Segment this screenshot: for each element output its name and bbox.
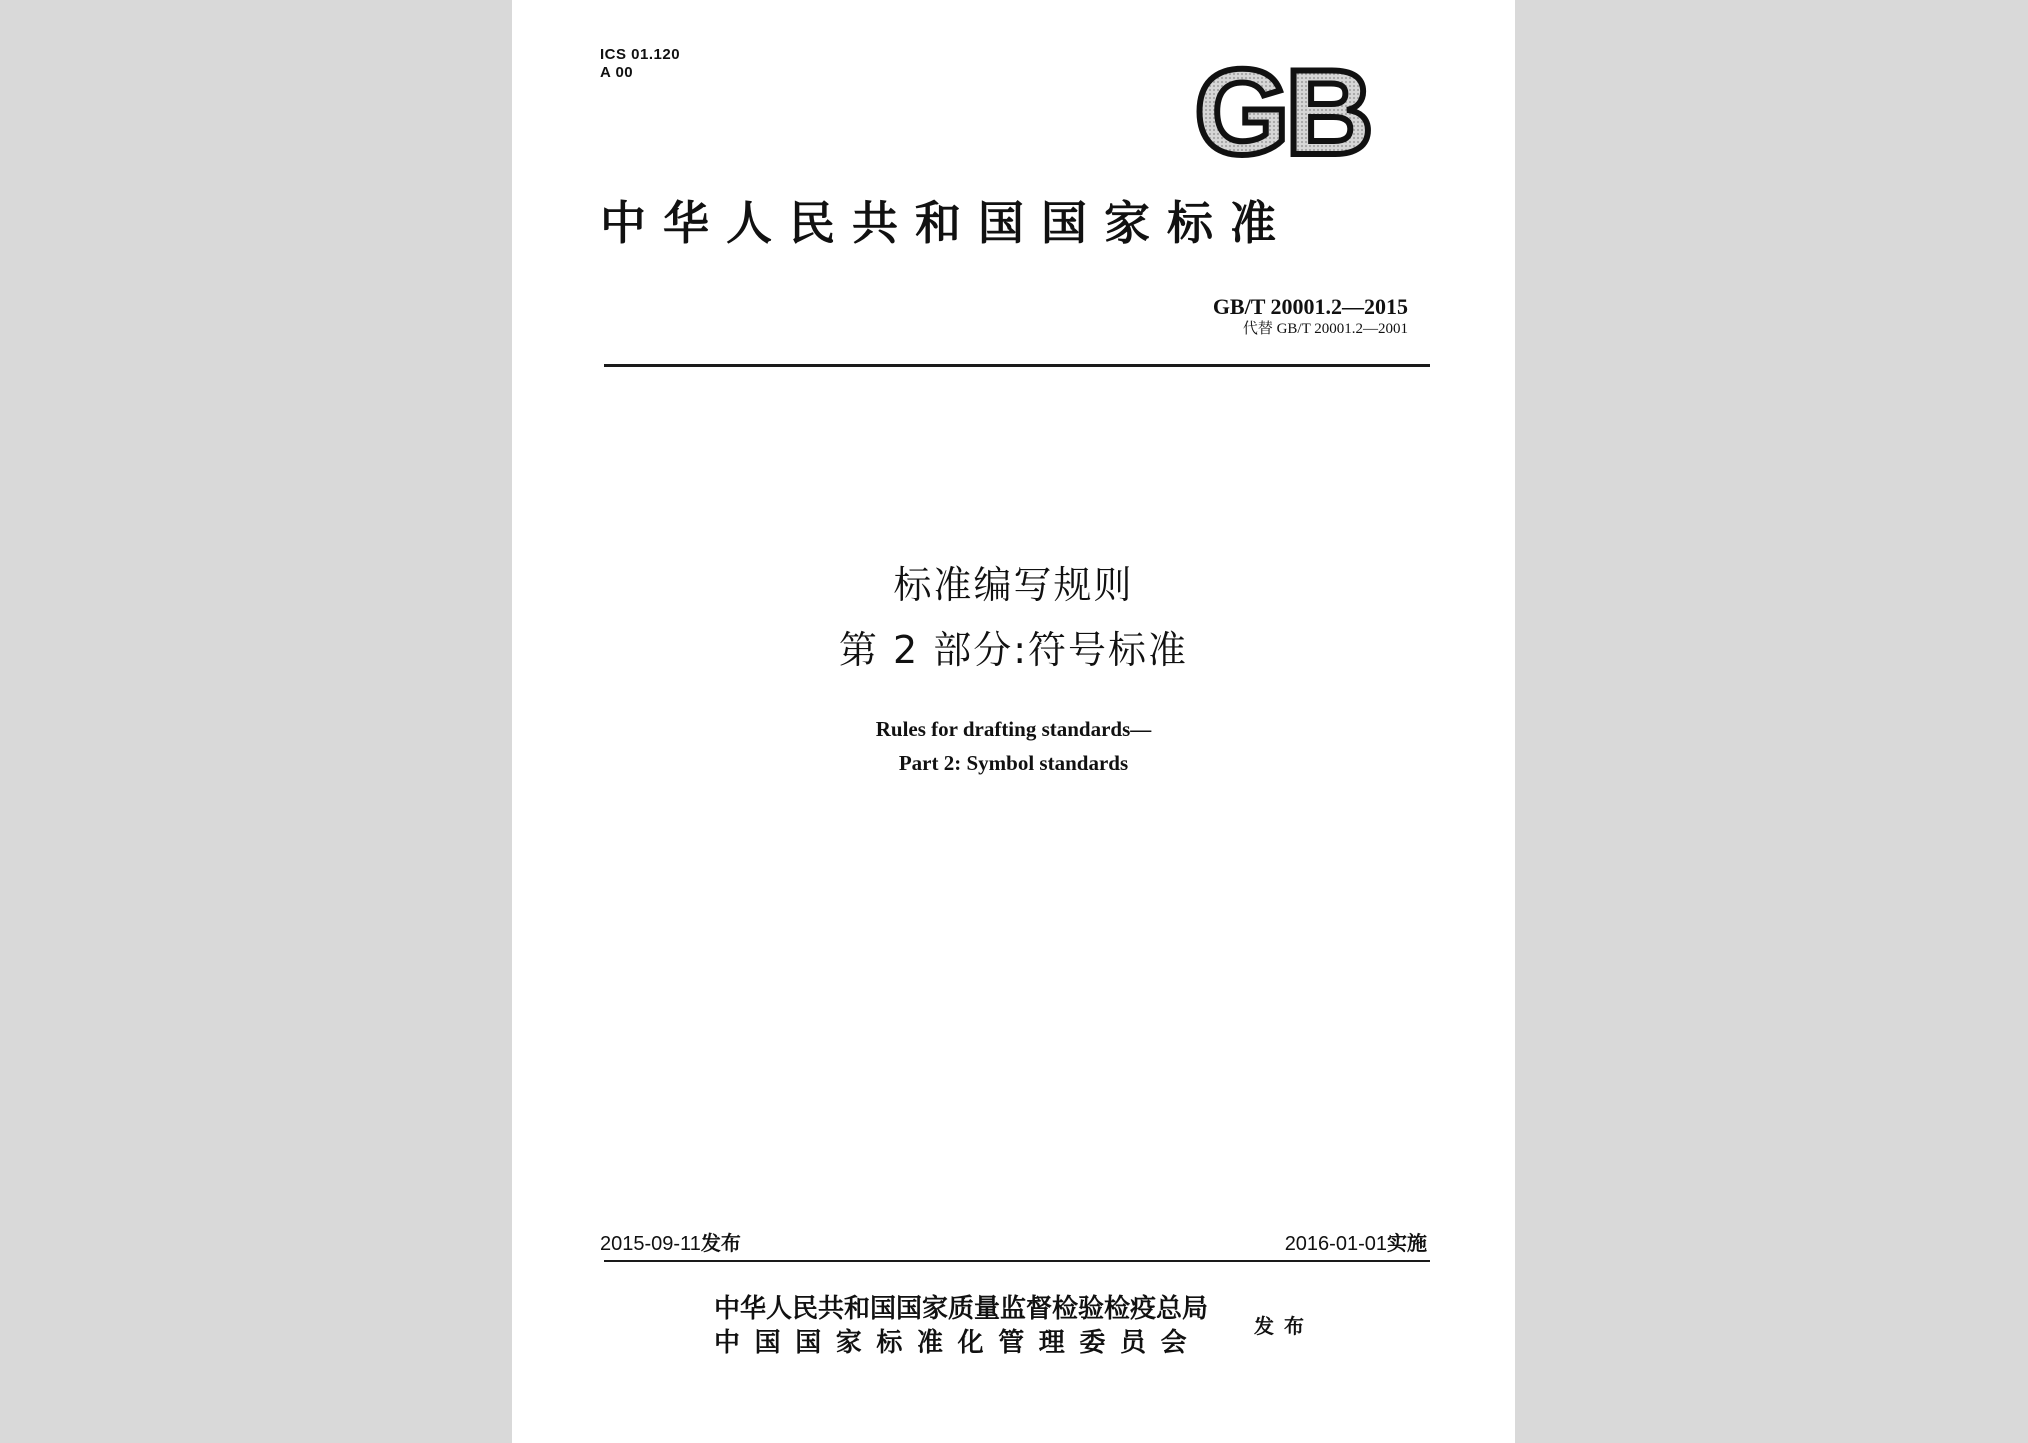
gb-logo — [1172, 56, 1392, 168]
standard-number-block — [1213, 294, 1408, 338]
effective-date-label: 实施 — [1387, 1231, 1427, 1255]
gb-logo-text: GB — [1194, 56, 1370, 168]
effective-date — [1285, 1230, 1427, 1257]
ccs-code: A 00 — [600, 64, 634, 81]
national-standard-title: 中华人民共和国国家标准 — [600, 196, 1293, 250]
replaces-standard: 代替 GB/T 20001.2—2001 — [1242, 321, 1408, 337]
issue-date — [600, 1230, 741, 1257]
footer-divider — [604, 1260, 1430, 1262]
issuer-line1: 中华人民共和国国家质量监督检验检疫总局 — [714, 1294, 1209, 1324]
issue-date-label: 发布 — [700, 1231, 741, 1255]
issuer-line2: 中国国家标准化管理委员会 — [714, 1328, 1202, 1358]
standard-number: GB/T 20001.2—2015 — [1212, 294, 1408, 319]
effective-date-value: 2016-01-01 — [1284, 1233, 1387, 1255]
issue-date-value: 2015-09-11 — [600, 1233, 701, 1255]
chinese-title-line2: 第 2 部分:符号标准 — [838, 628, 1189, 672]
english-title-line2: Part 2: Symbol standards — [898, 751, 1129, 775]
ics-code: ICS 01.120 — [600, 46, 681, 63]
document-page — [512, 0, 1515, 1443]
publish-label: 发布 — [1254, 1314, 1314, 1338]
header-divider — [604, 364, 1430, 367]
chinese-title-line1: 标准编写规则 — [893, 563, 1134, 607]
classification-codes — [600, 46, 680, 82]
english-title-line1: Rules for drafting standards— — [875, 717, 1152, 741]
